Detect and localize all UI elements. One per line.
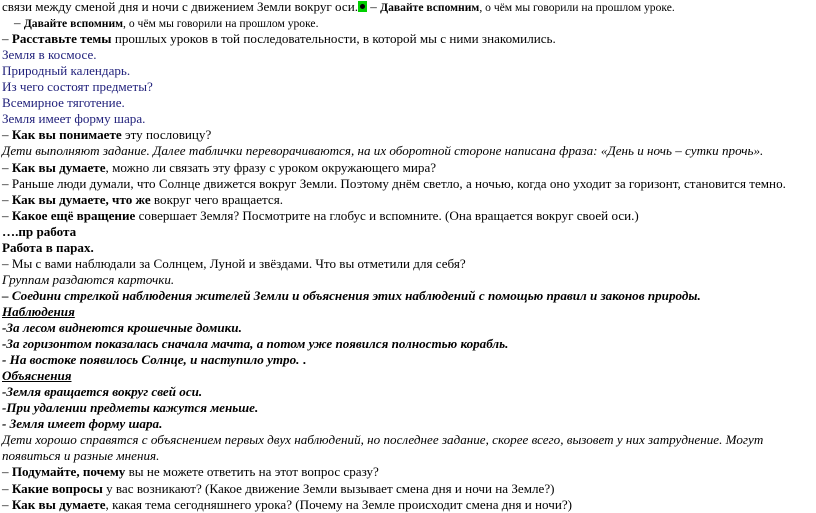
text-line — [2, 240, 94, 256]
text-line — [2, 432, 763, 448]
text-segment: – — [367, 0, 381, 14]
green-bullet-icon — [358, 1, 367, 12]
text-segment: , о чём мы говорили на прошлом уроке. — [479, 1, 675, 14]
text-line — [2, 320, 242, 336]
text-segment: – Соедини стрелкой наблюдения жителей Земли и объяснения этих наблюдений с помощью правил и законов природы. — [2, 287, 701, 303]
text-segment: связи между сменой дня и ночи с движением Земли вокруг оси. — [2, 0, 359, 14]
text-segment: Какое ещё вращение — [11, 207, 136, 223]
text-segment: Подумайте, почему — [11, 464, 126, 480]
text-line — [2, 256, 466, 272]
text-segment: - Земля имеет форму шара. — [2, 416, 163, 432]
text-line — [2, 208, 639, 224]
text-line — [2, 448, 159, 464]
text-segment: Как вы понимаете — [11, 127, 122, 143]
text-line — [2, 224, 76, 240]
text-line — [2, 0, 675, 16]
text-segment: Дети хорошо справятся с объяснением первых двух наблюдений, но последнее задание, скорее всего, вызовет у них затруднение. Могут — [2, 432, 764, 448]
text-segment: – — [2, 480, 12, 496]
text-segment: – — [2, 159, 12, 175]
text-segment: вокруг чего вращается. — [150, 191, 283, 207]
text-segment: Как вы думаете — [11, 159, 106, 175]
text-line — [2, 481, 555, 497]
text-segment: . — [299, 352, 306, 368]
text-segment: Всемирное тяготение. — [2, 95, 125, 111]
text-segment: Расставьте темы — [11, 31, 112, 47]
text-line — [2, 384, 202, 400]
text-segment: Как вы думаете, что же — [11, 191, 151, 207]
text-line — [14, 15, 318, 32]
text-segment: Объяснения — [2, 368, 72, 384]
text-line — [2, 272, 174, 288]
text-line — [2, 288, 701, 304]
text-segment: – — [2, 191, 12, 207]
text-line — [2, 111, 145, 127]
text-segment: эту пословицу? — [121, 127, 212, 143]
text-line — [2, 192, 283, 208]
text-segment: , можно ли связать эту фразу с уроком окружающего мира? — [105, 159, 437, 175]
text-line — [2, 47, 97, 63]
text-segment: -За лесом виднеются крошечные домики. — [2, 320, 242, 335]
text-line — [2, 160, 436, 176]
text-segment: – — [2, 207, 12, 223]
text-line — [2, 31, 556, 47]
text-line — [2, 368, 72, 384]
text-segment: Давайте вспомним — [23, 17, 124, 31]
text-line — [2, 464, 379, 480]
text-segment: Природный календарь. — [2, 63, 131, 79]
text-segment: Земля в космосе. — [2, 47, 97, 63]
text-segment: Наблюдения — [2, 303, 75, 319]
text-segment: Давайте вспомним — [380, 1, 480, 14]
text-segment: у вас возникают? (Какое движение Земли вызывает смена дня и ночи на Земле?) — [102, 480, 555, 496]
text-segment: Работа в парах. — [2, 239, 94, 255]
text-segment: – — [2, 31, 12, 47]
text-segment: - На востоке появилось Солнце, и наступило утро. — [2, 352, 300, 368]
text-segment: – — [2, 127, 12, 143]
text-line — [2, 127, 211, 143]
text-segment: -За горизонтом показалась сначала мачта, а потом уже появился полностью корабль. — [2, 336, 509, 352]
text-line — [2, 497, 572, 513]
text-segment: Группам раздаются карточки. — [2, 271, 175, 287]
text-line — [2, 79, 153, 95]
text-segment: – Раньше люди думали, что Солнце движется вокруг Земли. Поэтому днём светло, а ночью, когда оно уходит за горизонт, становится темно. — [2, 175, 786, 191]
text-segment: Как вы думаете — [11, 496, 106, 512]
text-segment: ….пр работа — [2, 223, 77, 239]
text-segment: Дети выполняют задание. Далее таблички переворачиваются, на их оборотной стороне написана фраза: «День и ночь – сутки прочь». — [2, 143, 764, 159]
text-line — [2, 95, 125, 111]
text-segment: – — [2, 464, 12, 480]
text-segment: , какая тема сегодняшнего урока? (Почему на Земле происходит смена дня и ночи?) — [105, 496, 573, 512]
text-line — [2, 176, 786, 192]
text-segment: появиться и разные мнения. — [2, 448, 160, 464]
text-line — [2, 336, 508, 352]
text-segment: Земля имеет форму шара. — [2, 111, 146, 127]
text-segment: -Земля вращается вокруг свей оси. — [2, 384, 203, 400]
text-segment: – Мы с вами наблюдали за Солнцем, Луной и звёздами. Что вы отметили для себя? — [2, 255, 466, 271]
text-segment: совершает Земля? Посмотрите на глобус и вспомните. (Она вращается вокруг своей оси.) — [135, 207, 639, 223]
text-segment: Какие вопросы — [11, 480, 103, 496]
text-segment: вы не можете ответить на этот вопрос сразу? — [125, 464, 379, 480]
text-segment: -При удалении предметы кажутся меньше. — [2, 400, 259, 416]
text-line — [2, 63, 130, 79]
text-segment: Из чего состоят предметы? — [2, 79, 153, 95]
text-segment: – — [2, 496, 12, 512]
text-line — [2, 416, 162, 432]
text-segment: , о чём мы говорили на прошлом уроке. — [123, 17, 319, 31]
text-line — [2, 143, 763, 159]
text-line — [2, 352, 306, 368]
text-line — [2, 400, 258, 416]
text-line — [2, 304, 75, 320]
text-segment: прошлых уроков в той последовательности, в которой мы с ними знакомились. — [111, 31, 556, 47]
text-segment: – — [14, 15, 24, 31]
